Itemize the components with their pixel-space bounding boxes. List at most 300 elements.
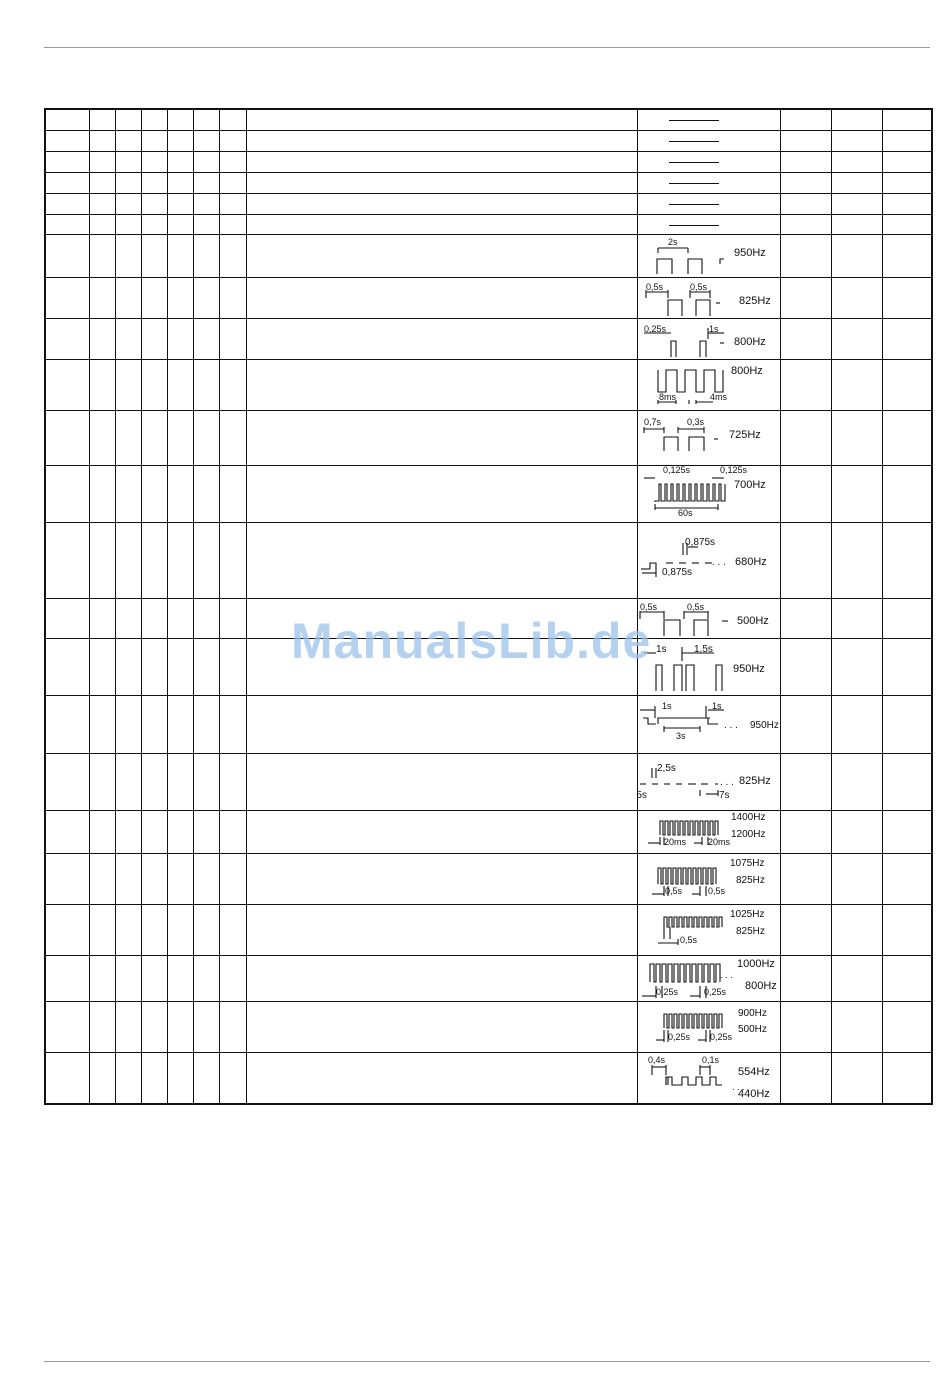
table-cell [882, 754, 932, 811]
table-cell [167, 360, 193, 411]
waveform-label: 725Hz [728, 429, 761, 441]
table-cell [89, 466, 115, 523]
table-cell [219, 811, 246, 854]
waveform-label: 7s [718, 790, 730, 801]
waveform-diagram [638, 466, 781, 522]
table-cell [115, 754, 141, 811]
waveform-trace [686, 665, 694, 691]
table-cell [167, 905, 193, 956]
table-cell [219, 696, 246, 754]
waveform-label: 1,5s [693, 644, 713, 655]
table-cell [219, 173, 246, 194]
table-row [45, 905, 932, 956]
table-cell [780, 235, 831, 278]
table-cell [219, 131, 246, 152]
table-cell [45, 278, 89, 319]
tone-line [669, 183, 719, 184]
table-cell [831, 1053, 882, 1105]
table-cell [882, 905, 932, 956]
table-cell [141, 194, 167, 215]
table-cell [115, 278, 141, 319]
waveform-cell [637, 639, 780, 696]
table-cell [45, 905, 89, 956]
table-cell [780, 599, 831, 639]
waveform-trace [650, 964, 720, 982]
table-cell [831, 215, 882, 235]
table-cell [45, 854, 89, 905]
waveform-trace [660, 821, 718, 835]
description-cell [246, 811, 637, 854]
waveform-label: . . . [723, 720, 738, 731]
table-cell [219, 109, 246, 131]
table-cell [219, 152, 246, 173]
table-cell [780, 194, 831, 215]
table-cell [89, 319, 115, 360]
table-cell [193, 523, 219, 599]
table-row [45, 152, 932, 173]
table-cell [167, 1002, 193, 1053]
table-cell [219, 599, 246, 639]
tone-line [669, 225, 719, 226]
table-cell [780, 811, 831, 854]
table-cell [780, 152, 831, 173]
table-cell [193, 1053, 219, 1105]
table-cell [89, 639, 115, 696]
table-cell [45, 131, 89, 152]
table-cell [167, 956, 193, 1002]
table-row [45, 1053, 932, 1105]
table-cell [780, 360, 831, 411]
description-cell [246, 696, 637, 754]
table-cell [219, 523, 246, 599]
waveform-trace [671, 341, 676, 357]
waveform-cell [637, 1053, 780, 1105]
table-cell [219, 466, 246, 523]
table-cell [167, 319, 193, 360]
waveform-label: 0,125s [719, 465, 747, 475]
description-cell [246, 905, 637, 956]
table-cell [882, 215, 932, 235]
waveform-diagram [638, 905, 781, 955]
table-cell [193, 194, 219, 215]
table-cell [167, 215, 193, 235]
table-cell [167, 854, 193, 905]
table-cell [831, 466, 882, 523]
waveform-label: 0,1s [701, 1055, 719, 1065]
table-cell [89, 131, 115, 152]
table-cell [193, 235, 219, 278]
table-cell [219, 278, 246, 319]
waveform-label: 500Hz [736, 615, 769, 627]
waveform-diagram [638, 278, 781, 318]
description-cell [246, 278, 637, 319]
table-cell [89, 109, 115, 131]
waveform-diagram [638, 811, 781, 853]
table-cell [115, 152, 141, 173]
waveform-label: 0,5s [645, 282, 663, 292]
waveform-diagram [638, 639, 781, 695]
waveform-label: 440Hz [737, 1088, 770, 1100]
table-cell [89, 411, 115, 466]
table-cell [193, 152, 219, 173]
table-cell [882, 523, 932, 599]
description-cell [246, 319, 637, 360]
table-cell [45, 215, 89, 235]
table-cell [193, 599, 219, 639]
waveform-trace [674, 665, 682, 691]
table-cell [219, 194, 246, 215]
table-cell [219, 215, 246, 235]
table-cell [193, 466, 219, 523]
top-rule [44, 47, 930, 48]
table-row [45, 109, 932, 131]
waveform-label: 825Hz [735, 926, 765, 937]
waveform-diagram [638, 523, 781, 598]
table-cell [141, 854, 167, 905]
tone-table [44, 108, 933, 1105]
table-row [45, 1002, 932, 1053]
table-cell [219, 411, 246, 466]
waveform-label: . . . [731, 1082, 745, 1092]
waveform-label: 1200Hz [730, 829, 765, 840]
table-cell [141, 173, 167, 194]
waveform-cell [637, 1002, 780, 1053]
table-cell [141, 152, 167, 173]
waveform-label: . . . [711, 557, 726, 568]
table-cell [831, 639, 882, 696]
table-cell [193, 905, 219, 956]
table-cell [141, 905, 167, 956]
table-cell [780, 131, 831, 152]
description-cell [246, 360, 637, 411]
description-cell [246, 523, 637, 599]
table-cell [115, 639, 141, 696]
table-cell [193, 696, 219, 754]
waveform-label: 3s [675, 731, 686, 741]
table-cell [89, 194, 115, 215]
waveform-label: 500Hz [737, 1024, 767, 1035]
table-cell [882, 854, 932, 905]
waveform-label: 2,5s [627, 790, 647, 801]
table-cell [89, 956, 115, 1002]
table-cell [115, 1002, 141, 1053]
table-cell [780, 411, 831, 466]
description-cell [246, 215, 637, 235]
waveform-trace [694, 620, 708, 636]
waveform-diagram [638, 319, 781, 359]
waveform-cell [637, 905, 780, 956]
table-cell [882, 639, 932, 696]
table-cell [882, 131, 932, 152]
waveform-label: 20ms [707, 837, 730, 847]
table-cell [219, 854, 246, 905]
waveform-trace [656, 665, 662, 691]
table-cell [115, 319, 141, 360]
table-cell [831, 152, 882, 173]
tone-line [669, 141, 719, 142]
waveform-cell [637, 131, 780, 152]
table-cell [89, 1053, 115, 1105]
waveform-cell [637, 278, 780, 319]
waveform-label: 8ms [658, 392, 676, 402]
table-cell [115, 854, 141, 905]
table-cell [882, 1053, 932, 1105]
description-cell [246, 1002, 637, 1053]
table-cell [780, 523, 831, 599]
table-cell [45, 173, 89, 194]
table-cell [831, 194, 882, 215]
table-cell [115, 109, 141, 131]
table-cell [831, 109, 882, 131]
waveform-label: 1s [708, 324, 719, 334]
table-cell [193, 811, 219, 854]
table-cell [219, 754, 246, 811]
table-cell [45, 811, 89, 854]
waveform-label: . . . [719, 777, 734, 788]
table-cell [193, 1002, 219, 1053]
waveform-label: 0,25s [667, 1032, 690, 1042]
table-cell [141, 109, 167, 131]
table-cell [780, 956, 831, 1002]
table-cell [831, 754, 882, 811]
table-cell [193, 173, 219, 194]
table-cell [89, 599, 115, 639]
description-cell [246, 956, 637, 1002]
table-cell [115, 811, 141, 854]
waveform-label: 0,5s [686, 602, 704, 612]
description-cell [246, 173, 637, 194]
waveform-cell [637, 411, 780, 466]
waveform-label: 1025Hz [729, 909, 764, 920]
description-cell [246, 194, 637, 215]
table-cell [141, 811, 167, 854]
table-cell [831, 173, 882, 194]
table-cell [45, 639, 89, 696]
waveform-diagram [638, 1002, 781, 1052]
table-cell [780, 696, 831, 754]
table-cell [141, 639, 167, 696]
table-cell [45, 1053, 89, 1105]
description-cell [246, 1053, 637, 1105]
waveform-trace [668, 300, 682, 316]
waveform-diagram [638, 599, 781, 638]
table-cell [193, 278, 219, 319]
table-cell [141, 215, 167, 235]
waveform-diagram [638, 956, 781, 1001]
waveform-trace [700, 341, 706, 357]
table-cell [882, 194, 932, 215]
waveform-trace [658, 718, 710, 724]
table-cell [89, 905, 115, 956]
table-cell [115, 466, 141, 523]
waveform-cell [637, 696, 780, 754]
table-cell [167, 754, 193, 811]
table-cell [141, 1053, 167, 1105]
tone-line [669, 204, 719, 205]
table-cell [141, 411, 167, 466]
table-cell [141, 360, 167, 411]
table-row [45, 854, 932, 905]
table-cell [780, 173, 831, 194]
description-cell [246, 109, 637, 131]
table-cell [882, 466, 932, 523]
table-cell [831, 811, 882, 854]
table-cell [193, 360, 219, 411]
waveform-diagram [638, 360, 781, 410]
table-row [45, 319, 932, 360]
waveform-trace [666, 1077, 668, 1085]
table-cell [831, 523, 882, 599]
table-cell [89, 754, 115, 811]
waveform-label: 1s [711, 701, 722, 711]
table-cell [115, 173, 141, 194]
waveform-label: 0,3s [686, 417, 704, 427]
table-cell [193, 109, 219, 131]
waveform-cell [637, 360, 780, 411]
waveform-cell [637, 811, 780, 854]
waveform-label: 0,5s [689, 282, 707, 292]
table-row [45, 235, 932, 278]
table-row [45, 811, 932, 854]
table-row [45, 360, 932, 411]
table-cell [167, 1053, 193, 1105]
waveform-cell [637, 466, 780, 523]
waveform-trace [696, 300, 710, 316]
table-cell [167, 131, 193, 152]
table-cell [219, 235, 246, 278]
waveform-label: 1400Hz [730, 812, 765, 823]
bottom-rule [44, 1361, 930, 1362]
table-cell [780, 278, 831, 319]
table-cell [219, 905, 246, 956]
waveform-trace [666, 1077, 722, 1085]
table-cell [45, 109, 89, 131]
table-cell [141, 235, 167, 278]
table-cell [780, 1053, 831, 1105]
table-cell [831, 278, 882, 319]
description-cell [246, 754, 637, 811]
waveform-cell [637, 956, 780, 1002]
table-cell [831, 854, 882, 905]
table-row [45, 131, 932, 152]
waveform-label: 0,25s [655, 987, 678, 997]
table-cell [167, 466, 193, 523]
table-cell [167, 696, 193, 754]
table-cell [219, 360, 246, 411]
table-cell [882, 956, 932, 1002]
waveform-label: 1000Hz [736, 958, 775, 970]
table-cell [89, 278, 115, 319]
table-cell [882, 319, 932, 360]
table-cell [115, 599, 141, 639]
table-cell [219, 639, 246, 696]
table-cell [882, 599, 932, 639]
table-cell [89, 811, 115, 854]
table-cell [89, 215, 115, 235]
table-cell [115, 215, 141, 235]
table-cell [141, 278, 167, 319]
description-cell [246, 152, 637, 173]
table-cell [882, 811, 932, 854]
waveform-label: 950Hz [749, 720, 779, 731]
table-cell [115, 905, 141, 956]
table-cell [141, 956, 167, 1002]
waveform-label: 0,5s [639, 602, 657, 612]
table-cell [882, 235, 932, 278]
waveform-diagram [638, 1053, 781, 1103]
waveform-trace [657, 259, 672, 274]
waveform-trace [688, 259, 702, 274]
table-cell [831, 235, 882, 278]
waveform-cell [637, 854, 780, 905]
waveform-trace [658, 868, 716, 884]
table-cell [780, 215, 831, 235]
table-cell [115, 235, 141, 278]
table-cell [115, 696, 141, 754]
table-cell [193, 754, 219, 811]
waveform-label: 2,5s [656, 763, 676, 774]
waveform-label: 900Hz [737, 1008, 767, 1019]
table-cell [831, 411, 882, 466]
table-cell [882, 696, 932, 754]
table-cell [45, 956, 89, 1002]
tone-line [669, 162, 719, 163]
table-cell [45, 754, 89, 811]
table-cell [882, 109, 932, 131]
waveform-label: 0,125s [662, 465, 690, 475]
waveform-label: 825Hz [738, 775, 771, 787]
waveform-label: 0,875s [684, 537, 715, 548]
table-cell [831, 905, 882, 956]
table-cell [141, 1002, 167, 1053]
table-cell [89, 854, 115, 905]
waveform-label: 0,25s [643, 324, 666, 334]
waveform-label: 700Hz [733, 479, 766, 491]
waveform-cell [637, 599, 780, 639]
table-cell [882, 152, 932, 173]
table-cell [141, 696, 167, 754]
table-cell [780, 639, 831, 696]
table-cell [193, 131, 219, 152]
table-cell [45, 360, 89, 411]
waveform-diagram [638, 411, 781, 465]
description-cell [246, 235, 637, 278]
table-cell [219, 319, 246, 360]
table-row [45, 278, 932, 319]
table-cell [780, 754, 831, 811]
waveform-label: 0,875s [661, 567, 692, 578]
waveform-label: 1075Hz [729, 858, 764, 869]
table-cell [831, 599, 882, 639]
waveform-label: 680Hz [734, 556, 767, 568]
table-cell [45, 194, 89, 215]
table-cell [882, 360, 932, 411]
table-cell [167, 411, 193, 466]
table-cell [193, 411, 219, 466]
table-cell [141, 523, 167, 599]
table-cell [882, 278, 932, 319]
waveform-trace [655, 484, 725, 502]
table-cell [115, 956, 141, 1002]
waveform-cell [637, 173, 780, 194]
table-cell [167, 811, 193, 854]
waveform-trace [664, 620, 680, 636]
waveform-label: 1s [661, 701, 672, 711]
waveform-trace [664, 1014, 722, 1028]
waveform-label: 4ms [709, 392, 727, 402]
waveform-label: 20ms [663, 837, 686, 847]
waveform-label: 800Hz [733, 336, 766, 348]
